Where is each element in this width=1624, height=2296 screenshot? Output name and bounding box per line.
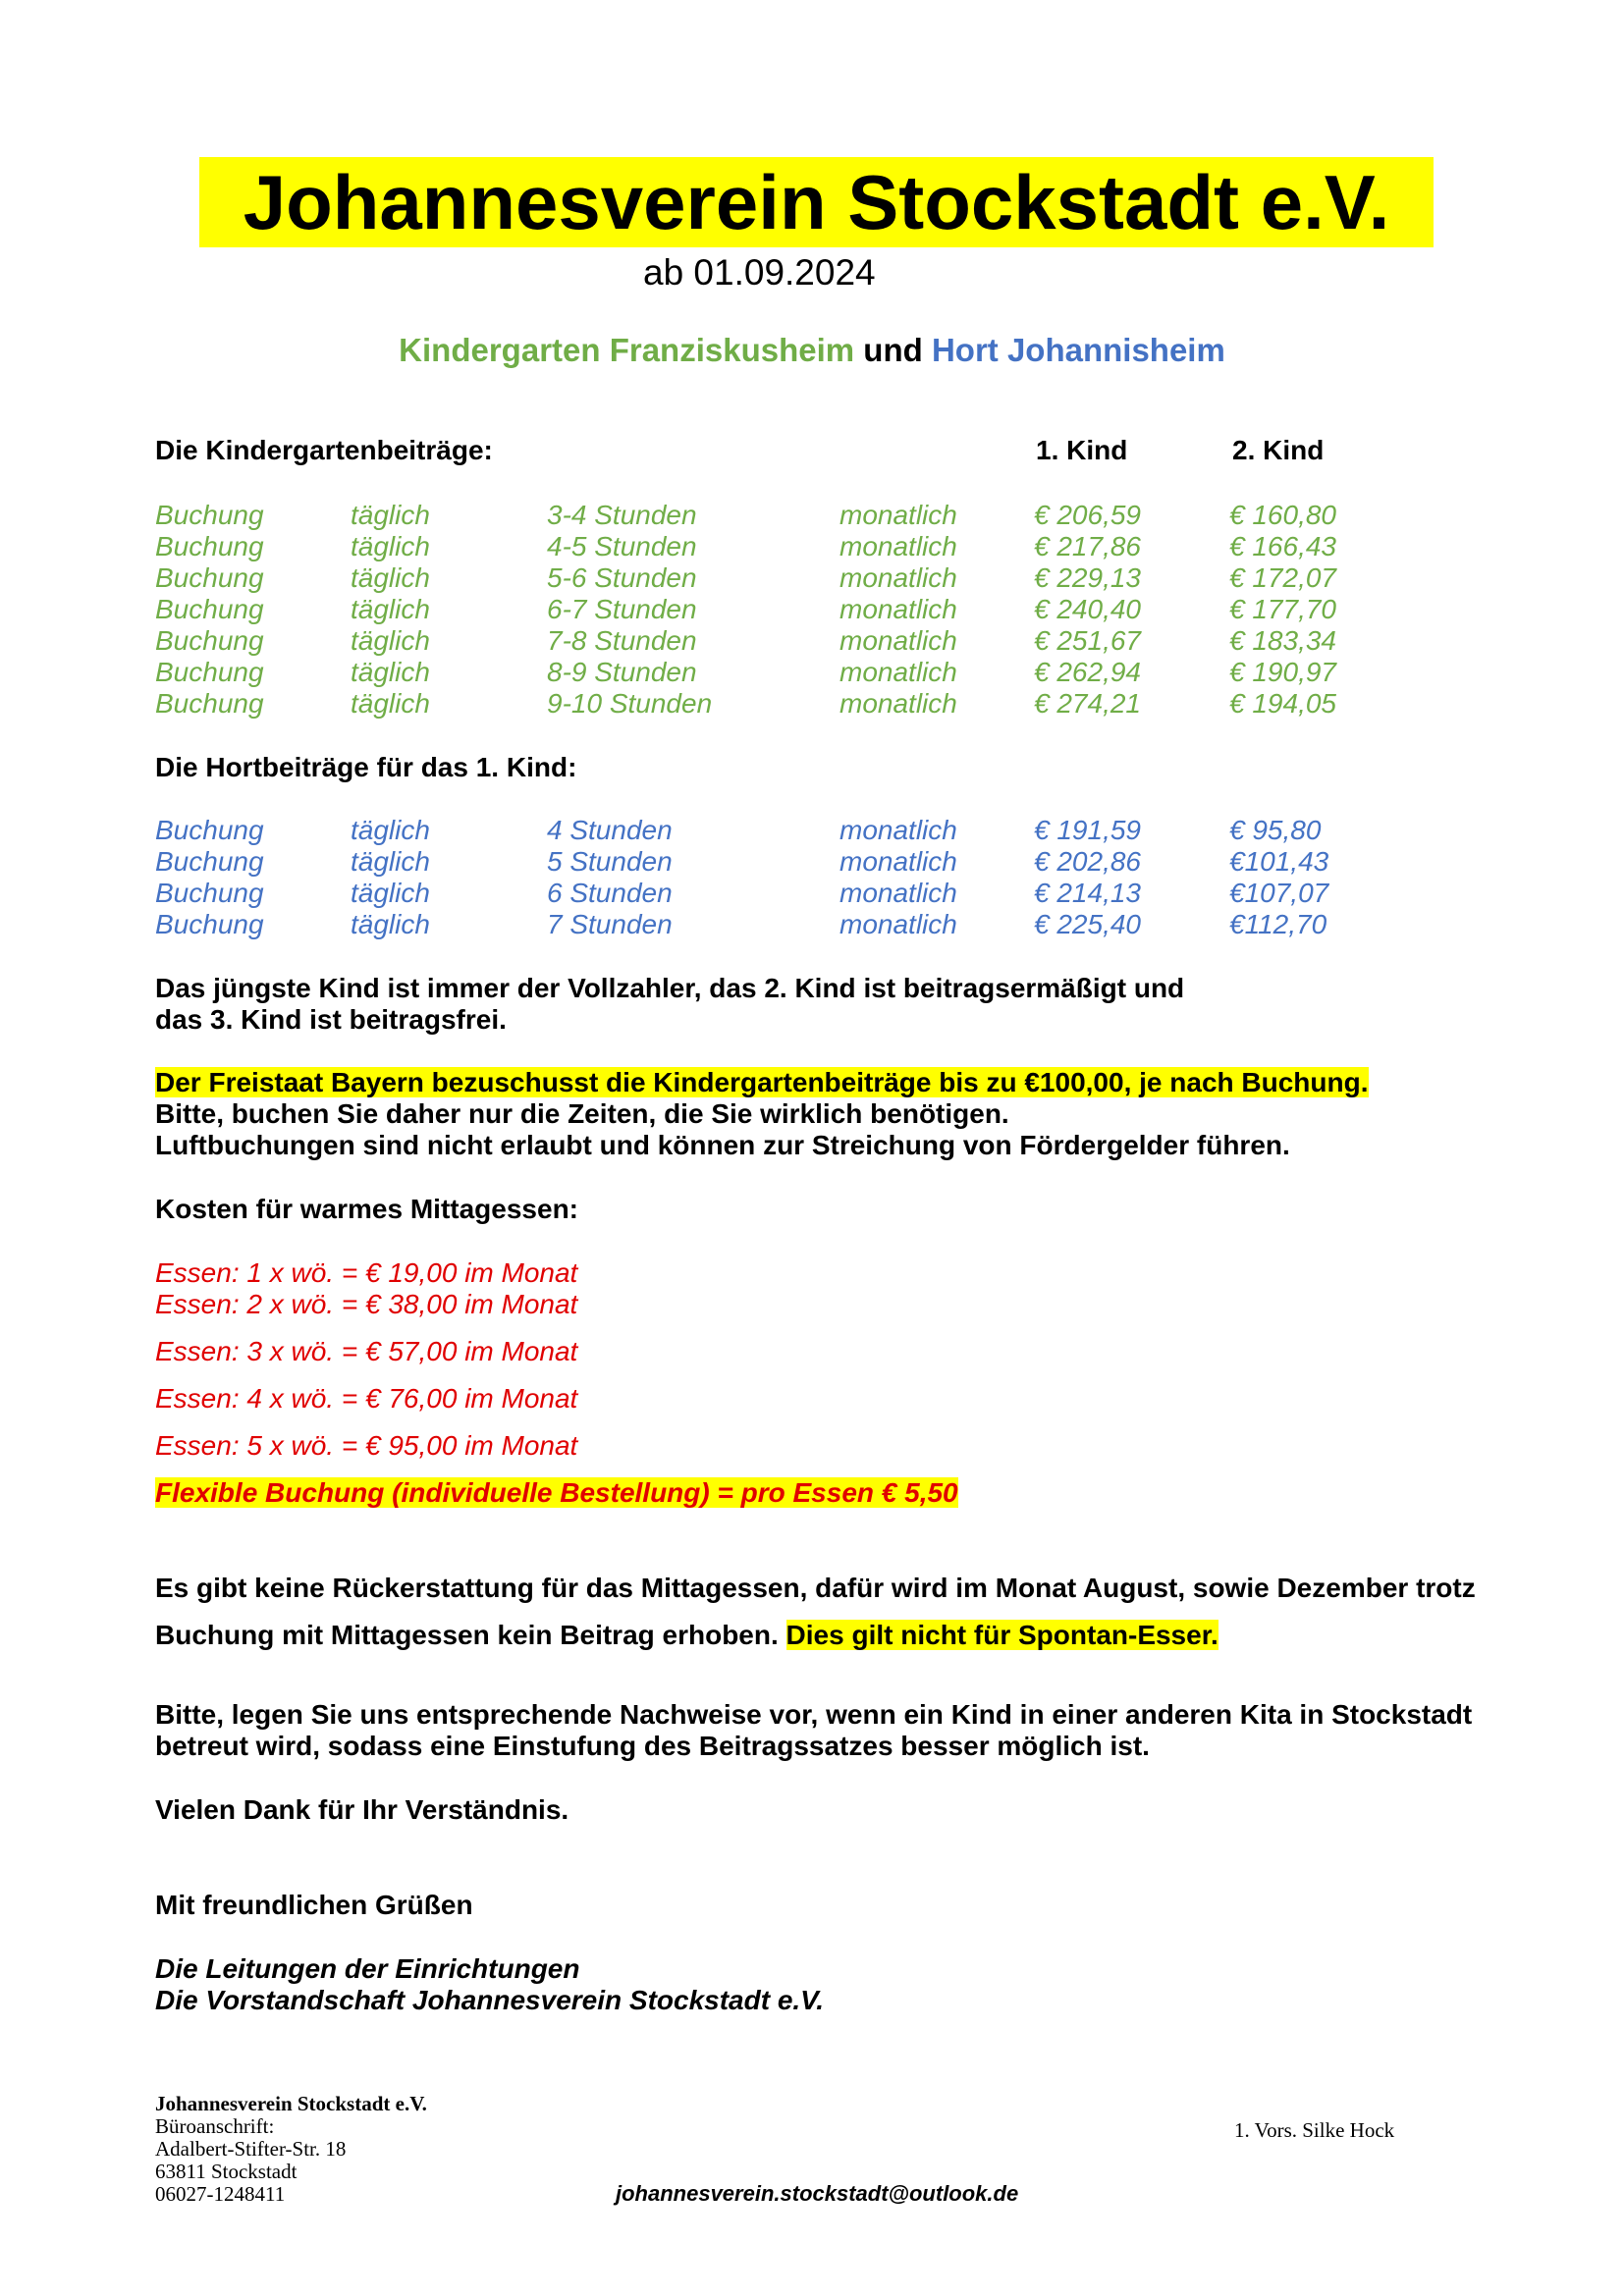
period-cell: monatlich (839, 594, 957, 624)
period-cell: monatlich (839, 562, 957, 593)
kind1-fee-cell: € 206,59 (1034, 500, 1141, 530)
subsidy-note-line3: Luftbuchungen sind nicht erlaubt und können zur Streichung von Fördergelder führen. (155, 1130, 1290, 1160)
booking-cell: Buchung (155, 625, 264, 656)
flexible-meal-option (155, 1477, 958, 1509)
footer-city: 63811 Stockstadt (155, 2160, 298, 2183)
closing-greeting: Mit freundlichen Grüßen (155, 1890, 473, 1920)
period-cell: monatlich (839, 909, 957, 939)
booking-cell: Buchung (155, 815, 264, 845)
sibling-note-line2: das 3. Kind ist beitragsfrei. (155, 1004, 507, 1035)
kind2-fee-cell: € 194,05 (1229, 688, 1336, 719)
booking-cell: Buchung (155, 846, 264, 877)
kind1-fee-cell: € 225,40 (1034, 909, 1141, 939)
kind1-fee-cell: € 202,86 (1034, 846, 1141, 877)
spontan-esser-highlight: Dies gilt nicht für Spontan-Esser. (785, 1620, 1218, 1650)
hours-cell: 6-7 Stunden (547, 594, 697, 624)
kind2-fee-cell: € 160,80 (1229, 500, 1336, 530)
footer-org: Johannesverein Stockstadt e.V. (155, 2092, 427, 2115)
kind1-fee-cell: € 274,21 (1034, 688, 1141, 719)
meal-option: Essen: 3 x wö. = € 57,00 im Monat (155, 1336, 578, 1366)
booking-cell: Buchung (155, 562, 264, 593)
hours-cell: 4 Stunden (547, 815, 673, 845)
hours-cell: 9-10 Stunden (547, 688, 713, 719)
footer-email: johannesverein.stockstadt@outlook.de (616, 2181, 1019, 2206)
frequency-cell: täglich (351, 500, 430, 530)
period-cell: monatlich (839, 815, 957, 845)
kind2-fee-cell: €107,07 (1229, 878, 1329, 908)
kind2-fee-cell: € 166,43 (1229, 531, 1336, 561)
subsidy-note-line1 (155, 1067, 1369, 1098)
frequency-cell: täglich (351, 909, 430, 939)
period-cell: monatlich (839, 657, 957, 687)
kind2-fee-cell: € 177,70 (1229, 594, 1336, 624)
connector-word: und (863, 332, 923, 368)
kindergarten-name: Kindergarten Franziskusheim (399, 332, 855, 368)
frequency-cell: täglich (351, 688, 430, 719)
booking-cell: Buchung (155, 878, 264, 908)
col-header-kind1: 1. Kind (1036, 435, 1128, 465)
proof-note-line1: Bitte, legen Sie uns entsprechende Nachweise vor, wenn ein Kind in einer anderen Kita in Stockstadt (155, 1699, 1473, 1730)
refund-note-text: Buchung mit Mittagessen kein Beitrag erhoben. (155, 1620, 779, 1650)
col-header-kind2: 2. Kind (1232, 435, 1325, 465)
refund-note-line2 (155, 1620, 1218, 1651)
kind1-fee-cell: € 251,67 (1034, 625, 1141, 656)
booking-cell: Buchung (155, 657, 264, 687)
valid-from-date: ab 01.09.2024 (643, 252, 876, 293)
kind2-fee-cell: €112,70 (1229, 909, 1327, 939)
period-cell: monatlich (839, 846, 957, 877)
hours-cell: 3-4 Stunden (547, 500, 697, 530)
hours-cell: 5 Stunden (547, 846, 673, 877)
hours-cell: 7 Stunden (547, 909, 673, 939)
kind1-fee-cell: € 214,13 (1034, 878, 1141, 908)
kindergarten-heading: Die Kindergartenbeiträge: (155, 435, 493, 465)
period-cell: monatlich (839, 688, 957, 719)
flexible-highlight: Flexible Buchung (individuelle Bestellung) = pro Essen € 5,50 (155, 1477, 958, 1508)
footer-street: Adalbert-Stifter-Str. 18 (155, 2137, 347, 2161)
period-cell: monatlich (839, 878, 957, 908)
frequency-cell: täglich (351, 625, 430, 656)
meal-option: Essen: 5 x wö. = € 95,00 im Monat (155, 1430, 578, 1461)
meal-option: Essen: 1 x wö. = € 19,00 im Monat (155, 1257, 578, 1288)
signature-line2: Die Vorstandschaft Johannesverein Stockstadt e.V. (155, 1985, 825, 2015)
period-cell: monatlich (839, 500, 957, 530)
subsidy-note-line2: Bitte, buchen Sie daher nur die Zeiten, die Sie wirklich benötigen. (155, 1098, 1009, 1129)
footer-phone: 06027-1248411 (155, 2182, 286, 2206)
document-title: Johannesverein Stockstadt e.V. (199, 157, 1434, 247)
frequency-cell: täglich (351, 657, 430, 687)
booking-cell: Buchung (155, 909, 264, 939)
kind1-fee-cell: € 229,13 (1034, 562, 1141, 593)
frequency-cell: täglich (351, 878, 430, 908)
hours-cell: 8-9 Stunden (547, 657, 697, 687)
subsidy-highlight: Der Freistaat Bayern bezuschusst die Kindergartenbeiträge bis zu €100,00, je nach Buchung. (155, 1067, 1369, 1097)
footer-chair: 1. Vors. Silke Hock (1234, 2118, 1395, 2142)
frequency-cell: täglich (351, 594, 430, 624)
frequency-cell: täglich (351, 815, 430, 845)
hort-heading: Die Hortbeiträge für das 1. Kind: (155, 752, 577, 782)
thanks-line: Vielen Dank für Ihr Verständnis. (155, 1794, 569, 1825)
hort-name: Hort Johannisheim (931, 332, 1225, 368)
kind1-fee-cell: € 240,40 (1034, 594, 1141, 624)
kind2-fee-cell: €101,43 (1229, 846, 1329, 877)
kind2-fee-cell: € 95,80 (1229, 815, 1322, 845)
period-cell: monatlich (839, 531, 957, 561)
frequency-cell: täglich (351, 846, 430, 877)
meal-option: Essen: 2 x wö. = € 38,00 im Monat (155, 1289, 578, 1319)
kind1-fee-cell: € 262,94 (1034, 657, 1141, 687)
booking-cell: Buchung (155, 500, 264, 530)
hours-cell: 7-8 Stunden (547, 625, 697, 656)
kind1-fee-cell: € 191,59 (1034, 815, 1141, 845)
refund-note-line1: Es gibt keine Rückerstattung für das Mittagessen, dafür wird im Monat August, sowie Dezember trotz (155, 1573, 1476, 1603)
kind2-fee-cell: € 172,07 (1229, 562, 1336, 593)
footer-address-label: Büroanschrift: (155, 2114, 275, 2138)
hours-cell: 6 Stunden (547, 878, 673, 908)
facilities-line (0, 330, 1624, 371)
period-cell: monatlich (839, 625, 957, 656)
signature-line1: Die Leitungen der Einrichtungen (155, 1953, 580, 1984)
hours-cell: 5-6 Stunden (547, 562, 697, 593)
kind2-fee-cell: € 190,97 (1229, 657, 1336, 687)
meal-option: Essen: 4 x wö. = € 76,00 im Monat (155, 1383, 578, 1414)
booking-cell: Buchung (155, 688, 264, 719)
booking-cell: Buchung (155, 531, 264, 561)
frequency-cell: täglich (351, 531, 430, 561)
booking-cell: Buchung (155, 594, 264, 624)
sibling-note-line1: Das jüngste Kind ist immer der Vollzahler, das 2. Kind ist beitragsermäßigt und (155, 973, 1185, 1003)
hours-cell: 4-5 Stunden (547, 531, 697, 561)
frequency-cell: täglich (351, 562, 430, 593)
kind2-fee-cell: € 183,34 (1229, 625, 1336, 656)
meals-heading: Kosten für warmes Mittagessen: (155, 1194, 578, 1224)
kind1-fee-cell: € 217,86 (1034, 531, 1141, 561)
proof-note-line2: betreut wird, sodass eine Einstufung des Beitragssatzes besser möglich ist. (155, 1731, 1150, 1761)
